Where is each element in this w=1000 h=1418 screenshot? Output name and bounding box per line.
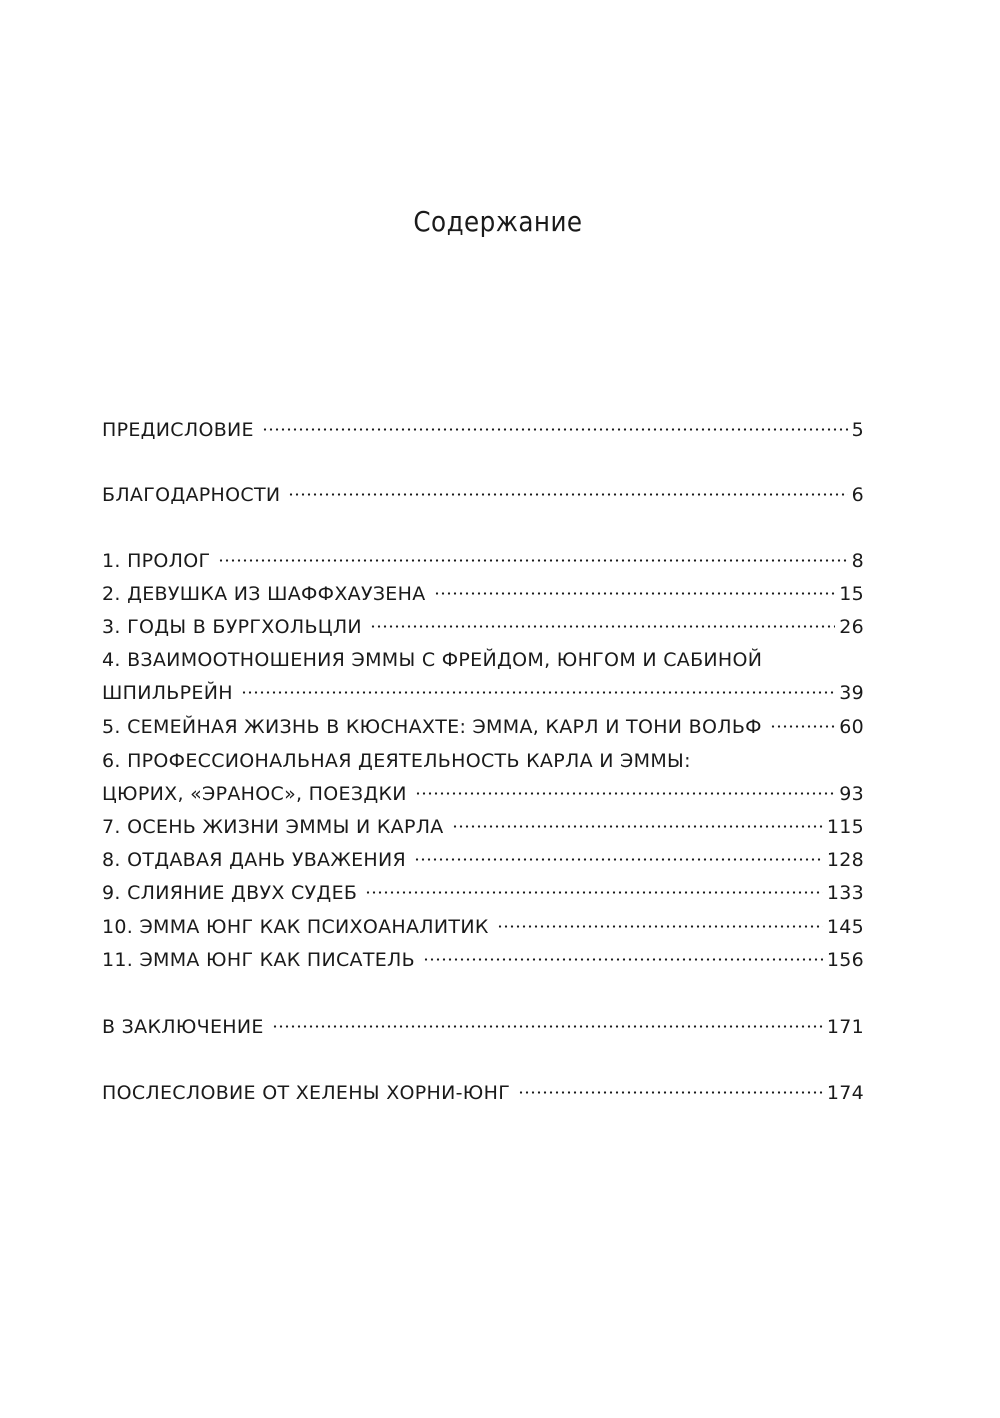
toc-entry-label: В ЗАКЛЮЧЕНИЕ [102, 1012, 268, 1042]
toc-entry-chapter-2[interactable] [102, 579, 864, 609]
toc-entry-page: 26 [839, 616, 864, 638]
toc-entry-chapter-3[interactable] [102, 612, 864, 642]
toc-entry-label: 6. ПРОФЕССИОНАЛЬНАЯ ДЕЯТЕЛЬНОСТЬ КАРЛА И ЭММЫ: [102, 746, 695, 776]
toc-entry-chapter-4[interactable] [102, 678, 864, 708]
toc-entry-page: 60 [839, 716, 864, 738]
toc-entry-label: 2. ДЕВУШКА ИЗ ШАФФХАУЗЕНА [102, 579, 430, 609]
toc-entry-page: 174 [826, 1082, 864, 1104]
dot-leader [272, 1025, 823, 1028]
toc-entry-chapter-7[interactable] [102, 812, 864, 842]
dot-leader [770, 725, 835, 728]
toc-entry-chapter-9[interactable] [102, 878, 864, 908]
dot-leader [434, 592, 836, 595]
toc-entry-chapter-11[interactable] [102, 945, 864, 975]
dot-leader [497, 925, 823, 928]
toc-entry-chapter-4-line-1[interactable] [102, 645, 864, 675]
toc-entry-page: 156 [826, 949, 864, 971]
dot-leader [365, 891, 823, 894]
dot-leader [414, 858, 823, 861]
toc-entry-page: 15 [839, 583, 864, 605]
dot-leader [370, 625, 835, 628]
toc-entry-label-continued: ЦЮРИХ, «ЭРАНОС», ПОЕЗДКИ [102, 779, 411, 809]
toc-entry-label: 3. ГОДЫ В БУРГХОЛЬЦЛИ [102, 612, 366, 642]
toc-entry-conclusion[interactable] [102, 1012, 864, 1042]
toc-entry-page: 128 [826, 849, 864, 871]
toc-entry-chapter-6[interactable] [102, 779, 864, 809]
toc-entry-label: 11. ЭММА ЮНГ КАК ПИСАТЕЛЬ [102, 945, 419, 975]
toc-entry-label: ПОСЛЕСЛОВИЕ ОТ ХЕЛЕНЫ ХОРНИ-ЮНГ [102, 1078, 514, 1108]
toc-entry-label: 4. ВЗАИМООТНОШЕНИЯ ЭММЫ С ФРЕЙДОМ, ЮНГОМ И САБИНОЙ [102, 645, 766, 675]
toc-entry-preface[interactable] [102, 415, 864, 445]
toc-entry-chapter-10[interactable] [102, 912, 864, 942]
toc-entry-page: 5 [851, 419, 864, 441]
toc-entry-chapter-8[interactable] [102, 845, 864, 875]
dot-leader [241, 691, 835, 694]
toc-entry-page: 93 [839, 783, 864, 805]
dot-leader [518, 1091, 823, 1094]
toc-entry-label: 9. СЛИЯНИЕ ДВУХ СУДЕБ [102, 878, 361, 908]
toc-entry-label: 10. ЭММА ЮНГ КАК ПСИХОАНАЛИТИК [102, 912, 493, 942]
toc-entry-page: 39 [839, 682, 864, 704]
toc-entry-label: 1. ПРОЛОГ [102, 546, 214, 576]
toc-entry-page: 133 [826, 882, 864, 904]
toc-entry-page: 115 [826, 816, 864, 838]
toc-entry-label: 7. ОСЕНЬ ЖИЗНИ ЭММЫ И КАРЛА [102, 812, 448, 842]
toc-entry-label: ПРЕДИСЛОВИЕ [102, 415, 258, 445]
toc-entry-page: 8 [851, 550, 864, 572]
toc-entry-chapter-6-line-1[interactable] [102, 746, 864, 776]
toc-entry-label: 5. СЕМЕЙНАЯ ЖИЗНЬ В КЮСНАХТЕ: ЭММА, КАРЛ И ТОНИ ВОЛЬФ [102, 712, 766, 742]
toc-entry-page: 171 [826, 1016, 864, 1038]
dot-leader [423, 958, 823, 961]
toc-entry-label: 8. ОТДАВАЯ ДАНЬ УВАЖЕНИЯ [102, 845, 410, 875]
toc-entry-label-continued: ШПИЛЬРЕЙН [102, 678, 237, 708]
dot-leader [262, 428, 848, 431]
toc-entry-page: 145 [826, 916, 864, 938]
toc-entry-chapter-5[interactable] [102, 712, 864, 742]
toc-entry-afterword[interactable] [102, 1078, 864, 1108]
toc-entry-page: 6 [851, 484, 864, 506]
dot-leader [452, 825, 823, 828]
page-title: Содержание [413, 205, 583, 238]
toc-entry-acknowledgements[interactable] [102, 480, 864, 510]
dot-leader [218, 559, 847, 562]
toc-entry-chapter-1[interactable] [102, 546, 864, 576]
dot-leader [415, 792, 835, 795]
toc-entry-label: БЛАГОДАРНОСТИ [102, 480, 284, 510]
dot-leader [288, 493, 847, 496]
